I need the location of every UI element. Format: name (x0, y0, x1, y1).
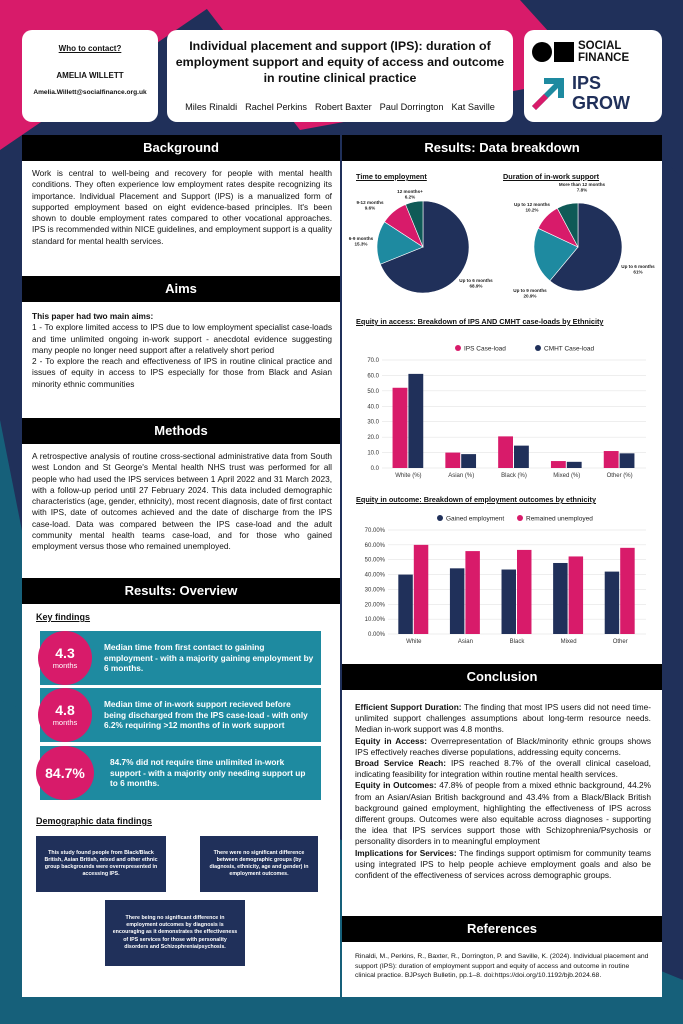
legend-swatch (535, 345, 541, 351)
y-tick-label: 10.00% (364, 617, 385, 624)
circle-logo-icon (532, 42, 552, 62)
bar (605, 572, 619, 634)
pie-slice-label: Up to 6 months 61% (621, 264, 655, 275)
social-finance-text-1: SOCIAL (578, 40, 622, 52)
bar (567, 462, 582, 468)
aim-1: 1 - To explore limited access to IPS due to low employment specialist case-loads and time unlimited ongoing in-work support - anecdotal evidence suggesting many people no longer need support after a relatively short period (32, 322, 332, 355)
y-tick-label: 60.0 (367, 373, 379, 380)
bar (408, 374, 423, 468)
x-tick-label: Other (612, 639, 628, 645)
finding-circle-3 (36, 746, 94, 800)
pie-slice-label: Up to 9 months 20.9% (513, 288, 547, 299)
legend-label: CMHT Case-load (544, 345, 595, 353)
pie-slice-label: Up to 6 months 68.9% (459, 278, 493, 289)
aims-intro: This paper had two main aims: (32, 311, 154, 321)
bar (498, 436, 513, 468)
finding-text: Median time from first contact to gaining employment - with a majority gaining employment by 6 months. (104, 642, 314, 674)
bar-chart-outcome (350, 508, 650, 648)
bar (461, 454, 476, 468)
bar (398, 575, 412, 634)
conclusion-label: Equity in Access: (355, 735, 428, 746)
legend-label: Remained unemployed (526, 515, 593, 523)
conclusion-body: The finding that most IPS users did not need time-unlimited support challenges assumptions about long-term resource needs. Median in-work support was 4.8 months. (355, 702, 651, 735)
bar (465, 551, 479, 634)
conclusion-item (355, 702, 651, 736)
author: Paul Dorrington (379, 102, 444, 112)
bar (450, 568, 464, 634)
key-findings-title: Key findings (36, 612, 91, 622)
conclusion-label: Efficient Support Duration: (355, 702, 462, 712)
legend-label: IPS Case-load (464, 345, 506, 353)
conclusion-body: IPS reached 8.7% of the overall clinical caseload, indicating feasibility for integration within routine mental health services. (355, 758, 651, 780)
y-tick-label: 70.00% (364, 528, 385, 534)
author: Rachel Perkins (245, 102, 307, 112)
bar1-title: Equity in access: Breakdown of IPS AND CMHT case-loads by Ethnicity (356, 317, 604, 326)
conclusion-label: Equity in Outcomes: (355, 780, 437, 791)
demographic-title: Demographic data findings (36, 816, 153, 826)
background-text: Work is central to well-being and recovery for people with mental health conditions. They often experience low employment rates despite recognizing its importance. Individual Placement and Support (IPS) is a manualized form of supported employment based on eight evidence-based principles. It's been shown to double employment rates compared to other vocational approaches. IPS is recommended within NICE guidelines, and employment support is a quality standard for mental health services. (32, 168, 332, 246)
conclusion-body: Overrepresentation of Black/minority ethnic groups shows IPS effectively reaches diverse populations, addressing equity concerns. (355, 735, 651, 757)
bar (551, 461, 566, 468)
y-tick-label: 70.0 (367, 358, 379, 364)
conclusion-item (355, 780, 651, 847)
bar2-title: Equity in outcome: Breakdown of employment outcomes by ethnicity (356, 495, 597, 504)
logos-card (524, 30, 662, 122)
y-tick-label: 20.00% (364, 602, 385, 609)
bar (445, 453, 460, 468)
pie-chart-in-work-support (500, 182, 660, 312)
pie-slice-label: More than 12 months 7.8% (558, 182, 606, 193)
conclusion-label: Implications for Services: (355, 847, 457, 858)
aims-header: Aims (22, 276, 340, 302)
pie-slice-label: 12 months+ 6.2% (397, 189, 423, 200)
breakdown-header: Results: Data breakdown (342, 135, 662, 161)
x-tick-label: Asian (%) (448, 473, 475, 479)
aim-2: 2 - To explore the reach and effectiveness of IPS in routine clinical practice and issues of equity in access to IPS especially for those from Black and Asian minority ethnic communities (32, 356, 332, 389)
bar (620, 453, 635, 468)
ips-arrow-icon (532, 76, 566, 112)
pie-slice-label: Up to 12 months 10.2% (514, 202, 550, 213)
y-tick-label: 40.00% (364, 572, 385, 579)
demo-box-2: There were no significant difference between demographic groups (by diagnosis, ethnicity, age and gender) in employment outcomes. (200, 836, 318, 892)
x-tick-label: Mixed (560, 639, 577, 645)
background-header: Background (22, 135, 340, 161)
conclusion-item (355, 848, 651, 882)
references-text[interactable]: Rinaldi, M., Perkins, R., Baxter, R., Dorrington, P. and Saville, K. (2024). Individual placement and support (IPS): duration of employment support and equity of access and outcome in routine clinical practice. BJPsych Bulletin, pp.1–8. doi:https://doi.org/10.1192/bjb.2024.68. (355, 953, 649, 980)
finding-unit: months (52, 661, 78, 670)
finding-text: 84.7% did not require time unlimited in-work support - with a majority only needing support up to 6 months. (110, 757, 306, 789)
conclusion-body: 47.8% of people from a mixed ethnic background, 44.2% from an Asian/Asian British background and 43.4% from a Black/Black British background gained employment, highlighting the effectiveness of IPS across different groups. Outcomes were also equitable across diagnoses - supporting the idea that IPS services support those with Schizophrenia/Psychosis or personality disorders in to meaningful employment (355, 780, 651, 847)
y-tick-label: 30.0 (367, 419, 379, 426)
bar (514, 446, 529, 468)
x-tick-label: Other (%) (606, 473, 633, 479)
y-tick-label: 10.0 (367, 450, 379, 457)
ips-grow-logo (532, 74, 656, 118)
social-finance-text-2: FINANCE (578, 52, 630, 64)
conclusion-item (355, 736, 651, 758)
bar (604, 451, 619, 468)
bar (393, 388, 408, 468)
authors (171, 102, 509, 112)
title-card (167, 30, 513, 122)
grow-text: GROW (572, 93, 630, 113)
finding-unit: months (52, 718, 78, 727)
x-tick-label: Black (%) (501, 473, 527, 479)
legend-swatch (455, 345, 461, 351)
demo-box-1: This study found people from Black/Black British, Asian British, mixed and other ethnic group backgrounds were overrepresented in accessing IPS. (36, 836, 166, 892)
legend-swatch (517, 515, 523, 521)
conclusion-label: Broad Service Reach: (355, 758, 447, 769)
references-header: References (342, 916, 662, 942)
finding-circle-1 (38, 631, 92, 685)
contact-card (22, 30, 158, 122)
demo-box-3: There being no significant difference in employment outcomes by diagnosis is encouraging as it demonstrates the effectiveness of IPS services for those with personality disorders and Schizophrenia/psychosis. (105, 900, 245, 966)
legend-swatch (437, 515, 443, 521)
author: Kat Saville (451, 102, 495, 112)
y-tick-label: 30.00% (364, 587, 385, 594)
overview-header: Results: Overview (22, 578, 340, 604)
conclusion-header: Conclusion (342, 664, 662, 690)
poster-title: Individual placement and support (IPS): duration of employment support and equity of access and outcome in routine clinical practice (175, 39, 505, 85)
bar-chart-access (350, 334, 650, 484)
bar (569, 556, 583, 634)
bar (553, 563, 567, 634)
author: Miles Rinaldi (185, 102, 238, 112)
legend-label: Gained employment (446, 515, 505, 523)
finding-circle-2 (38, 688, 92, 742)
bar (517, 550, 531, 634)
conclusion-item (355, 758, 651, 780)
finding-text: Median time of in-work support recieved before being discharged from the IPS case-load - with only 6.2% requiring >12 months of in work support (104, 699, 308, 731)
pie-slice-label: 9-12 months 9.6% (356, 200, 384, 211)
conclusion-body: The findings support optimism for community teams using integrated IPS to help people achieve employment goals and also be confident of the effectiveness of services across demographic groups. (355, 847, 651, 881)
finding-value: 4.3 (55, 645, 75, 661)
conclusion-text (355, 702, 651, 881)
finding-value: 84.7% (45, 764, 85, 781)
x-tick-label: Black (509, 639, 525, 645)
social-finance-logo (532, 40, 656, 68)
y-tick-label: 0.0 (370, 466, 379, 472)
y-tick-label: 60.00% (364, 542, 385, 549)
pie1-title: Time to employment (356, 172, 427, 181)
bar (620, 548, 634, 634)
methods-header: Methods (22, 418, 340, 444)
x-tick-label: Mixed (%) (553, 473, 581, 479)
pie2-title: Duration of in-work support (503, 172, 600, 181)
x-tick-label: White (%) (395, 473, 422, 479)
bar (414, 545, 428, 634)
aims-text (32, 311, 332, 390)
bar (502, 570, 516, 634)
contact-email[interactable]: Amelia.Willett@socialfinance.org.uk (33, 89, 147, 96)
y-tick-label: 20.0 (367, 435, 379, 442)
square-logo-icon (554, 42, 574, 62)
x-tick-label: Asian (457, 639, 473, 645)
contact-name: AMELIA WILLETT (56, 71, 124, 80)
y-tick-label: 0.00% (367, 632, 385, 638)
pie-chart-time-to-employment (348, 182, 498, 312)
y-tick-label: 40.0 (367, 404, 379, 411)
contact-heading: Who to contact? (58, 44, 122, 53)
y-tick-label: 50.00% (364, 557, 385, 564)
x-tick-label: White (406, 639, 422, 645)
methods-text: A retrospective analysis of routine cross-sectional administrative data from South west London and St George's Mental health NHS trust was performed for all people who had used the IPS services between 1 April 2022 and 31 March 2023, with a follow-up period until 27 February 2024. This data included demographic characteristics (age, gender, ethnicity), most recent diagnosis, date of first contact with IPS, date of outcomes achieved and the date of discharge from the IPS case-load. Data was compared between the IPS case-load and the adult community mental health teams case-load, and for those who gained employment versus those who remained unemployed. (32, 451, 332, 552)
pie-slice-label: 6-9 months 15.3% (348, 236, 374, 247)
author: Robert Baxter (314, 102, 372, 112)
finding-value: 4.8 (55, 702, 75, 718)
ips-text: IPS (572, 73, 602, 93)
y-tick-label: 50.0 (367, 388, 379, 395)
